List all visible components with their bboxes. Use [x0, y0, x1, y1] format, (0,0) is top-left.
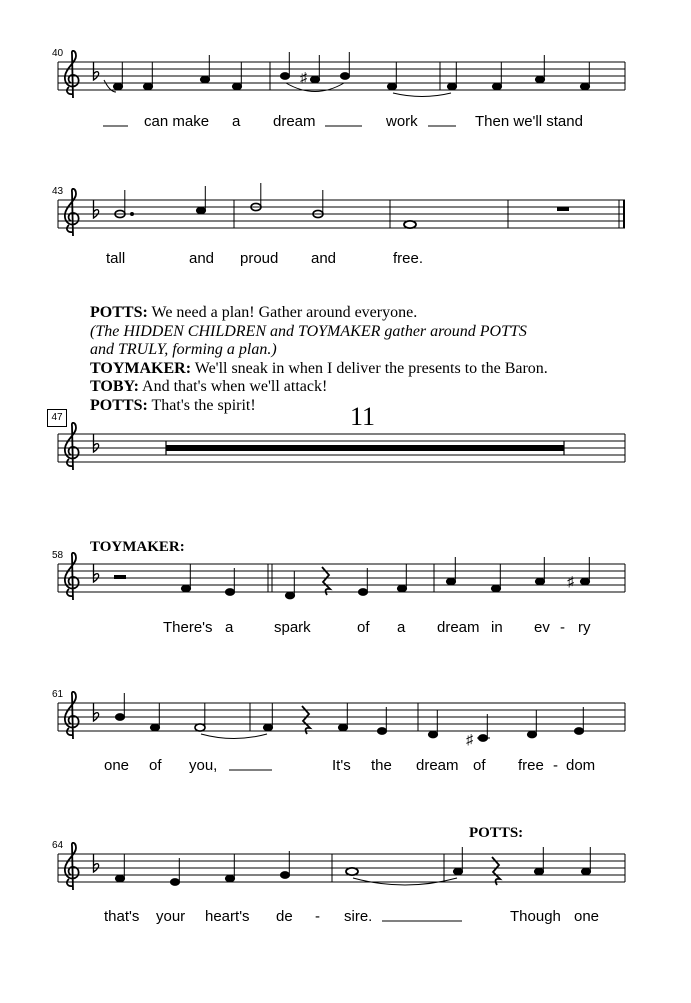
dialogue-line — [90, 378, 650, 397]
treble-clef-icon — [65, 553, 79, 600]
lyric: of — [149, 757, 162, 774]
lyrics — [104, 908, 599, 925]
treble-clef-icon — [65, 51, 79, 98]
lyrics — [103, 113, 583, 130]
lyric: - — [315, 908, 320, 925]
lyric: dream — [437, 619, 480, 636]
system-3 — [58, 423, 625, 470]
lyrics — [163, 619, 591, 636]
lyric: dream — [416, 757, 459, 774]
lyric: It's — [332, 757, 351, 774]
slurs — [201, 734, 267, 739]
lyric: proud — [240, 250, 279, 267]
dialogue-text: We'll sneak in when I deliver the presents to the Baron. — [191, 359, 548, 377]
notes — [113, 52, 589, 90]
lyric: work — [386, 113, 418, 130]
lyric: in — [491, 619, 503, 636]
multi-measure-rest — [166, 441, 564, 455]
notes — [115, 693, 583, 748]
lyric: spark — [274, 619, 311, 636]
measure-number: 40 — [52, 48, 64, 59]
lyric: Then we'll stand — [475, 113, 583, 130]
speaker-name: POTTS: — [90, 304, 148, 321]
key-flat-icon — [94, 62, 99, 80]
lyric: sire. — [344, 908, 373, 925]
lyrics — [106, 250, 423, 267]
notes — [115, 847, 590, 885]
treble-clef-icon — [65, 423, 79, 470]
speaker-name: TOBY: — [90, 378, 139, 395]
lyric: of — [357, 619, 370, 636]
lyric: Though — [510, 908, 561, 925]
lyric: can make — [144, 113, 210, 130]
measure-number: 61 — [52, 689, 64, 700]
lyric: ev — [534, 619, 550, 636]
treble-clef-icon — [65, 692, 79, 739]
dialogue-text: We need a plan! Gather around everyone. — [147, 304, 418, 321]
multirest-count: 11 — [350, 402, 376, 431]
lyric: a — [225, 619, 234, 636]
system-4 — [52, 539, 625, 636]
staff-lines — [58, 200, 625, 228]
character-cue: TOYMAKER: — [90, 539, 185, 555]
lyric: one — [104, 757, 130, 774]
lyric: a — [397, 619, 406, 636]
system-5 — [52, 689, 625, 774]
stage-direction: (The HIDDEN CHILDREN and TOYMAKER gather around POTTS — [90, 322, 527, 340]
key-flat-icon — [94, 854, 99, 872]
treble-clef-icon — [65, 843, 79, 890]
svg-text:♯: ♯ — [300, 71, 307, 86]
stage-direction: and TRULY, forming a plan.) — [90, 341, 277, 358]
lyric: and — [311, 250, 337, 267]
lyric: - — [560, 619, 565, 636]
lyric: the — [371, 757, 392, 774]
dialogue-block — [90, 304, 650, 415]
system-2 — [52, 183, 625, 267]
key-flat-icon — [94, 200, 99, 218]
key-flat-icon — [94, 703, 99, 721]
lyric: There's — [163, 619, 213, 636]
lyric: tall — [106, 250, 126, 267]
lyrics — [104, 757, 595, 774]
system-1 — [52, 48, 625, 130]
svg-text:♯: ♯ — [567, 575, 574, 590]
lyric: ry — [578, 619, 591, 636]
dialogue-text: And that's when we'll attack! — [138, 378, 328, 395]
slurs — [104, 80, 451, 97]
lyric: that's — [104, 908, 140, 925]
measure-number: 43 — [52, 186, 64, 197]
speaker-name: TOYMAKER: — [90, 359, 192, 377]
key-flat-icon — [94, 434, 99, 452]
lyric: a — [232, 113, 241, 130]
lyric: dom — [566, 757, 596, 774]
lyric: of — [473, 757, 486, 774]
dialogue-text: That's the spirit! — [147, 396, 256, 414]
rehearsal-mark: 47 — [47, 409, 67, 427]
dialogue-line — [90, 304, 650, 323]
lyric: dream — [273, 113, 316, 130]
lyric: you, — [189, 757, 218, 774]
lyric: heart's — [205, 908, 250, 925]
lyric: de — [276, 908, 293, 925]
measure-number: 58 — [52, 550, 64, 561]
speaker-name: POTTS: — [90, 396, 148, 414]
lyric: and — [189, 250, 215, 267]
dialogue-line — [90, 360, 650, 379]
character-cue: POTTS: — [469, 825, 524, 841]
lyric: - — [553, 757, 558, 774]
lyric: free — [518, 757, 544, 774]
svg-text:♯: ♯ — [466, 733, 473, 748]
system-6 — [52, 825, 625, 925]
lyric: one — [574, 908, 600, 925]
treble-clef-icon — [65, 189, 79, 236]
key-flat-icon — [94, 564, 99, 582]
measure-number: 64 — [52, 840, 64, 851]
lyric: free. — [393, 250, 424, 267]
lyric: your — [156, 908, 186, 925]
